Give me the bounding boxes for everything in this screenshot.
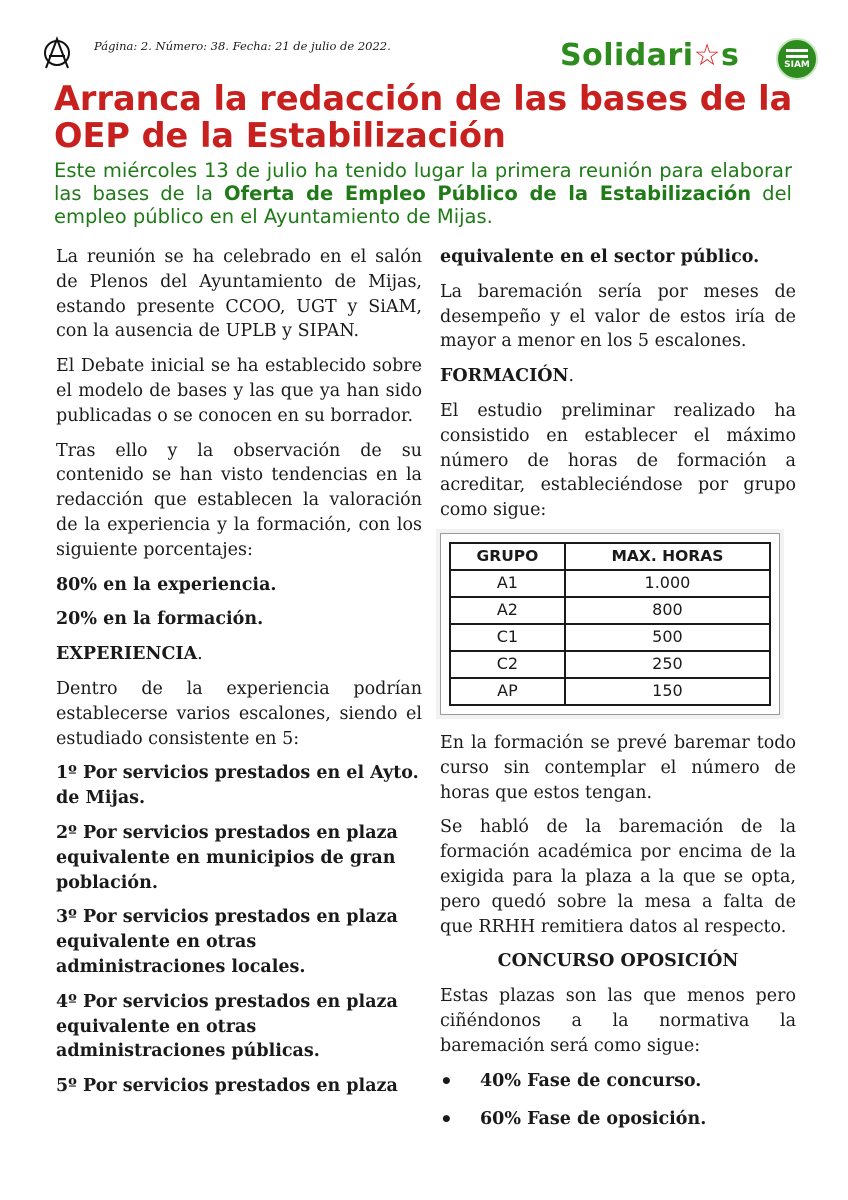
hours-cell: 250 bbox=[565, 651, 770, 678]
experience-percentage: 80% en la experiencia. bbox=[56, 574, 277, 595]
paragraph: La reunión se ha celebrado en el salón de Plenos del Ayuntamiento de Mijas, estando presente CCOO, UGT y SiAM, con la ausencia de UPLB y SIPAN. bbox=[56, 247, 422, 342]
hours-table-frame bbox=[440, 533, 780, 715]
list-item: • 40% Fase de concurso. bbox=[440, 1069, 796, 1094]
page-meta: Página: 2. Número: 38. Fecha: 21 de julio de 2022. bbox=[94, 39, 391, 53]
paragraph: El estudio preliminar realizado ha consistido en establecer el máximo número de horas de formación a acreditar, estableciéndose por grupo como sigue: bbox=[440, 400, 796, 521]
list-item: • 60% Fase de oposición. bbox=[440, 1107, 796, 1132]
right-column bbox=[440, 245, 796, 1146]
column-header: GRUPO bbox=[450, 543, 565, 570]
table-row bbox=[450, 651, 770, 678]
group-cell: A1 bbox=[450, 570, 565, 597]
paragraph: Dentro de la experiencia podrían establecerse varios escalones, siendo el estudiado consistente en 5: bbox=[56, 678, 422, 749]
left-column bbox=[56, 245, 422, 1109]
subtitle-text-end: del empleo público en el Ayuntamiento de Mijas. bbox=[54, 182, 792, 228]
paragraph: Se habló de la baremación de la formación académica por encima de la exigida para la plaza a la que se opta, pero quedó sobre la mesa a falta de que RRHH remitiera datos al respecto. bbox=[440, 817, 796, 937]
group-cell: C1 bbox=[450, 624, 565, 651]
hours-table bbox=[449, 542, 771, 706]
siam-logo-icon bbox=[776, 38, 818, 80]
group-cell: C2 bbox=[450, 651, 565, 678]
subtitle-text: Este miércoles 13 de julio ha tenido lugar la primera reunión para elaborar las bases de la bbox=[54, 159, 792, 205]
experience-level: 1º Por servicios prestados en el Ayto. de Mijas. bbox=[56, 763, 419, 809]
hours-cell: 500 bbox=[565, 624, 770, 651]
article-subtitle bbox=[54, 159, 792, 228]
brand-logo bbox=[560, 38, 739, 73]
paragraph: Tras ello y la observación de su contenido se han visto tendencias en la redacción que establecen la valoración de la experiencia y la formación, con los siguiente porcentajes: bbox=[56, 440, 422, 560]
table-row bbox=[450, 624, 770, 651]
paragraph: La baremación sería por meses de desempeño y el valor de estos iría de mayor a menor en los 5 escalones. bbox=[440, 281, 796, 352]
phase-list bbox=[440, 1069, 796, 1133]
logo-stripe bbox=[786, 55, 808, 58]
experience-level: 3º Por servicios prestados en plaza equivalente en otras administraciones locales. bbox=[56, 907, 398, 977]
subtitle-bold: Oferta de Empleo Público de la Estabilización bbox=[224, 182, 752, 205]
paragraph: El Debate inicial se ha establecido sobre el modelo de bases y las que ya han sido publicadas o se conocen en su borrador. bbox=[56, 356, 422, 426]
article-title: Arranca la redacción de las bases de la OEP de la Estabilización bbox=[54, 79, 793, 155]
hours-cell: 150 bbox=[565, 678, 770, 705]
anarchy-symbol-icon bbox=[40, 36, 74, 70]
table-row bbox=[450, 678, 770, 705]
hours-cell: 800 bbox=[565, 597, 770, 624]
group-cell: AP bbox=[450, 678, 565, 705]
hours-cell: 1.000 bbox=[565, 570, 770, 597]
heading-dot: . bbox=[568, 366, 575, 387]
table-row bbox=[450, 597, 770, 624]
badge-text: SIAM bbox=[784, 60, 810, 70]
group-cell: A2 bbox=[450, 597, 565, 624]
heading-dot: . bbox=[197, 644, 203, 665]
logo-stripe bbox=[786, 49, 808, 52]
paragraph: Estas plazas son las que menos pero ciñéndonos a la normativa la baremación será como sigue: bbox=[440, 986, 796, 1056]
brand-text-end: s bbox=[721, 38, 740, 73]
section-heading-text: FORMACIÓN bbox=[440, 366, 569, 387]
continued-text: equivalente en el sector público. bbox=[440, 247, 760, 267]
section-heading: CONCURSO OPOSICIÓN bbox=[497, 951, 739, 972]
section-heading bbox=[56, 642, 422, 667]
experience-level: 2º Por servicios prestados en plaza equivalente en municipios de gran población. bbox=[56, 822, 398, 893]
paragraph: En la formación se prevé baremar todo curso sin contemplar el número de horas que estos tengan. bbox=[440, 732, 796, 803]
section-heading bbox=[440, 364, 796, 389]
training-percentage: 20% en la formación. bbox=[56, 609, 264, 630]
section-heading-text: EXPERIENCIA bbox=[56, 644, 198, 665]
brand-text: Solidari bbox=[560, 38, 694, 73]
experience-level: 4º Por servicios prestados en plaza equivalente en otras administraciones públicas. bbox=[56, 991, 398, 1062]
column-header: MAX. HORAS bbox=[565, 543, 770, 570]
star-icon: ☆ bbox=[693, 38, 721, 73]
experience-level: 5º Por servicios prestados en plaza bbox=[56, 1076, 398, 1097]
table-row bbox=[450, 570, 770, 597]
table-header-row bbox=[450, 543, 770, 570]
